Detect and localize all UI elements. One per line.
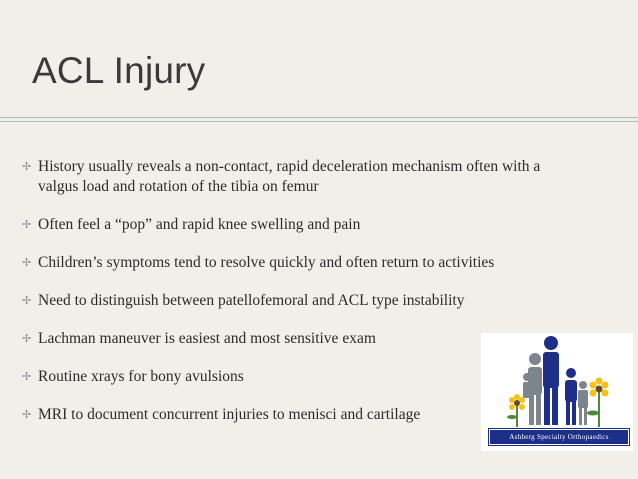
bullet-text: Often feel a “pop” and rapid knee swelling and pain bbox=[38, 216, 361, 233]
bullet-text: MRI to document concurrent injuries to menisci and cartilage bbox=[38, 406, 421, 423]
bullet-item bbox=[22, 253, 582, 273]
slide-title: ACL Injury bbox=[32, 50, 206, 91]
child-left-figure-icon bbox=[523, 373, 531, 398]
small-child-figure-icon bbox=[578, 381, 588, 425]
bullet-icon: ✢ bbox=[22, 408, 32, 421]
bullet-icon: ✢ bbox=[22, 370, 32, 383]
family-figures-icon bbox=[481, 333, 633, 429]
title-divider-top bbox=[0, 117, 638, 118]
bullet-item bbox=[22, 215, 582, 235]
bullet-text: Routine xrays for bony avulsions bbox=[38, 368, 244, 385]
practice-logo bbox=[481, 333, 633, 451]
right-flower-icon bbox=[587, 378, 609, 428]
left-flower-icon bbox=[507, 394, 525, 427]
bullet-icon: ✢ bbox=[22, 256, 32, 269]
bullet-text: Children’s symptoms tend to resolve quickly and often return to activities bbox=[38, 254, 495, 271]
bullet-icon: ✢ bbox=[22, 218, 32, 231]
bullet-icon: ✢ bbox=[22, 294, 32, 307]
bullet-item bbox=[22, 157, 582, 197]
title-divider-bottom bbox=[0, 121, 638, 122]
child-right-figure-icon bbox=[565, 368, 577, 425]
bullet-icon: ✢ bbox=[22, 160, 32, 173]
bullet-text: Lachman maneuver is easiest and most sensitive exam bbox=[38, 330, 376, 347]
adult-figure-icon bbox=[543, 336, 559, 425]
logo-banner-text: Ashberg Specialty Orthopaedics bbox=[489, 429, 629, 445]
bullet-text: Need to distinguish between patellofemoral and ACL type instability bbox=[38, 292, 465, 309]
bullet-item bbox=[22, 291, 582, 311]
bullet-icon: ✢ bbox=[22, 332, 32, 345]
bullet-text: History usually reveals a non-contact, rapid deceleration mechanism often with a valgus load and rotation of the tibia on femur bbox=[38, 158, 541, 195]
